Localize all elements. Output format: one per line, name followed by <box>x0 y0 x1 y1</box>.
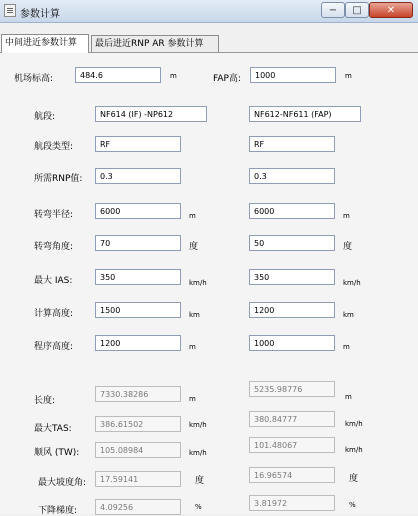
turn-angle-left-input[interactable] <box>95 235 181 251</box>
tab-final-approach-rnp-ar[interactable]: 最后进近RNP AR 参数计算 <box>91 35 219 52</box>
descent-gradient-left-unit: % <box>195 503 202 511</box>
max-bank-angle-left-output <box>95 471 181 487</box>
descent-gradient-right-output <box>249 495 335 511</box>
airport-elevation-unit: m <box>170 72 177 80</box>
tailwind-label: 顺风 (TW): <box>34 448 80 458</box>
max-tas-label: 最大TAS: <box>34 424 72 434</box>
title-bar <box>0 0 418 23</box>
max-bank-angle-left-unit: 度 <box>195 476 205 486</box>
max-ias-right-unit: km/h <box>343 279 361 287</box>
length-left-output <box>95 386 181 402</box>
rnp-right-input[interactable] <box>249 168 335 184</box>
calc-altitude-right-input[interactable] <box>249 302 335 318</box>
turn-angle-right-unit: 度 <box>343 242 353 252</box>
airport-elevation-input[interactable] <box>75 67 161 83</box>
tailwind-left-output <box>95 442 181 458</box>
tailwind-right-unit: km/h <box>345 446 363 454</box>
max-tas-left-unit: km/h <box>189 421 207 429</box>
length-right-output <box>249 381 335 397</box>
max-ias-label: 最大 IAS: <box>34 276 73 286</box>
calc-altitude-label: 计算高度: <box>34 309 74 319</box>
turn-angle-left-unit: 度 <box>189 242 199 252</box>
turn-radius-right-input[interactable] <box>249 203 335 219</box>
turn-radius-right-unit: m <box>343 212 350 220</box>
max-ias-left-unit: km/h <box>189 279 207 287</box>
length-label: 长度: <box>34 396 56 406</box>
segment-left-input[interactable] <box>95 106 207 122</box>
descent-gradient-label: 下降梯度: <box>38 506 78 516</box>
calc-altitude-left-input[interactable] <box>95 302 181 318</box>
tab-panel <box>0 52 418 514</box>
airport-elevation-label: 机场标高: <box>14 74 54 84</box>
procedure-altitude-right-unit: m <box>343 343 350 351</box>
fap-height-label: FAP高: <box>213 74 241 84</box>
turn-angle-label: 转弯角度: <box>34 242 74 252</box>
turn-radius-left-input[interactable] <box>95 203 181 219</box>
max-bank-angle-right-output <box>249 467 335 483</box>
length-left-unit: m <box>189 395 196 403</box>
tailwind-right-output <box>249 437 335 453</box>
calc-altitude-right-unit: km <box>343 311 354 319</box>
fap-height-unit: m <box>345 72 352 80</box>
procedure-altitude-left-unit: m <box>189 343 196 351</box>
app-icon <box>4 4 16 17</box>
procedure-altitude-label: 程序高度: <box>34 342 74 352</box>
max-tas-right-unit: km/h <box>345 420 363 428</box>
procedure-altitude-left-input[interactable] <box>95 335 181 351</box>
maximize-button[interactable]: □ <box>345 2 369 18</box>
max-bank-angle-label: 最大坡度角: <box>38 478 87 488</box>
descent-gradient-right-unit: % <box>349 501 356 509</box>
segment-type-label: 航段类型: <box>34 142 74 152</box>
segment-right-input[interactable] <box>249 106 361 122</box>
max-tas-right-output <box>249 411 335 427</box>
length-right-unit: m <box>345 393 352 401</box>
tab-intermediate-approach[interactable]: 中间进近参数计算 <box>1 34 89 53</box>
fap-height-input[interactable] <box>250 67 336 83</box>
max-tas-left-output <box>95 416 181 432</box>
turn-radius-left-unit: m <box>189 212 196 220</box>
segment-type-left-input[interactable] <box>95 136 181 152</box>
max-ias-right-input[interactable] <box>249 269 335 285</box>
minimize-button[interactable]: − <box>321 2 345 18</box>
turn-radius-label: 转弯半径: <box>34 210 74 220</box>
max-bank-angle-right-unit: 度 <box>349 474 359 484</box>
window-title: 参数计算 <box>20 9 60 20</box>
procedure-altitude-right-input[interactable] <box>249 335 335 351</box>
rnp-label: 所需RNP值: <box>34 174 83 184</box>
close-button[interactable]: ✕ <box>369 2 413 18</box>
segment-label: 航段: <box>34 112 56 122</box>
rnp-left-input[interactable] <box>95 168 181 184</box>
max-ias-left-input[interactable] <box>95 269 181 285</box>
calc-altitude-left-unit: km <box>189 311 200 319</box>
turn-angle-right-input[interactable] <box>249 235 335 251</box>
segment-type-right-input[interactable] <box>249 136 335 152</box>
tailwind-left-unit: km/h <box>189 449 207 457</box>
